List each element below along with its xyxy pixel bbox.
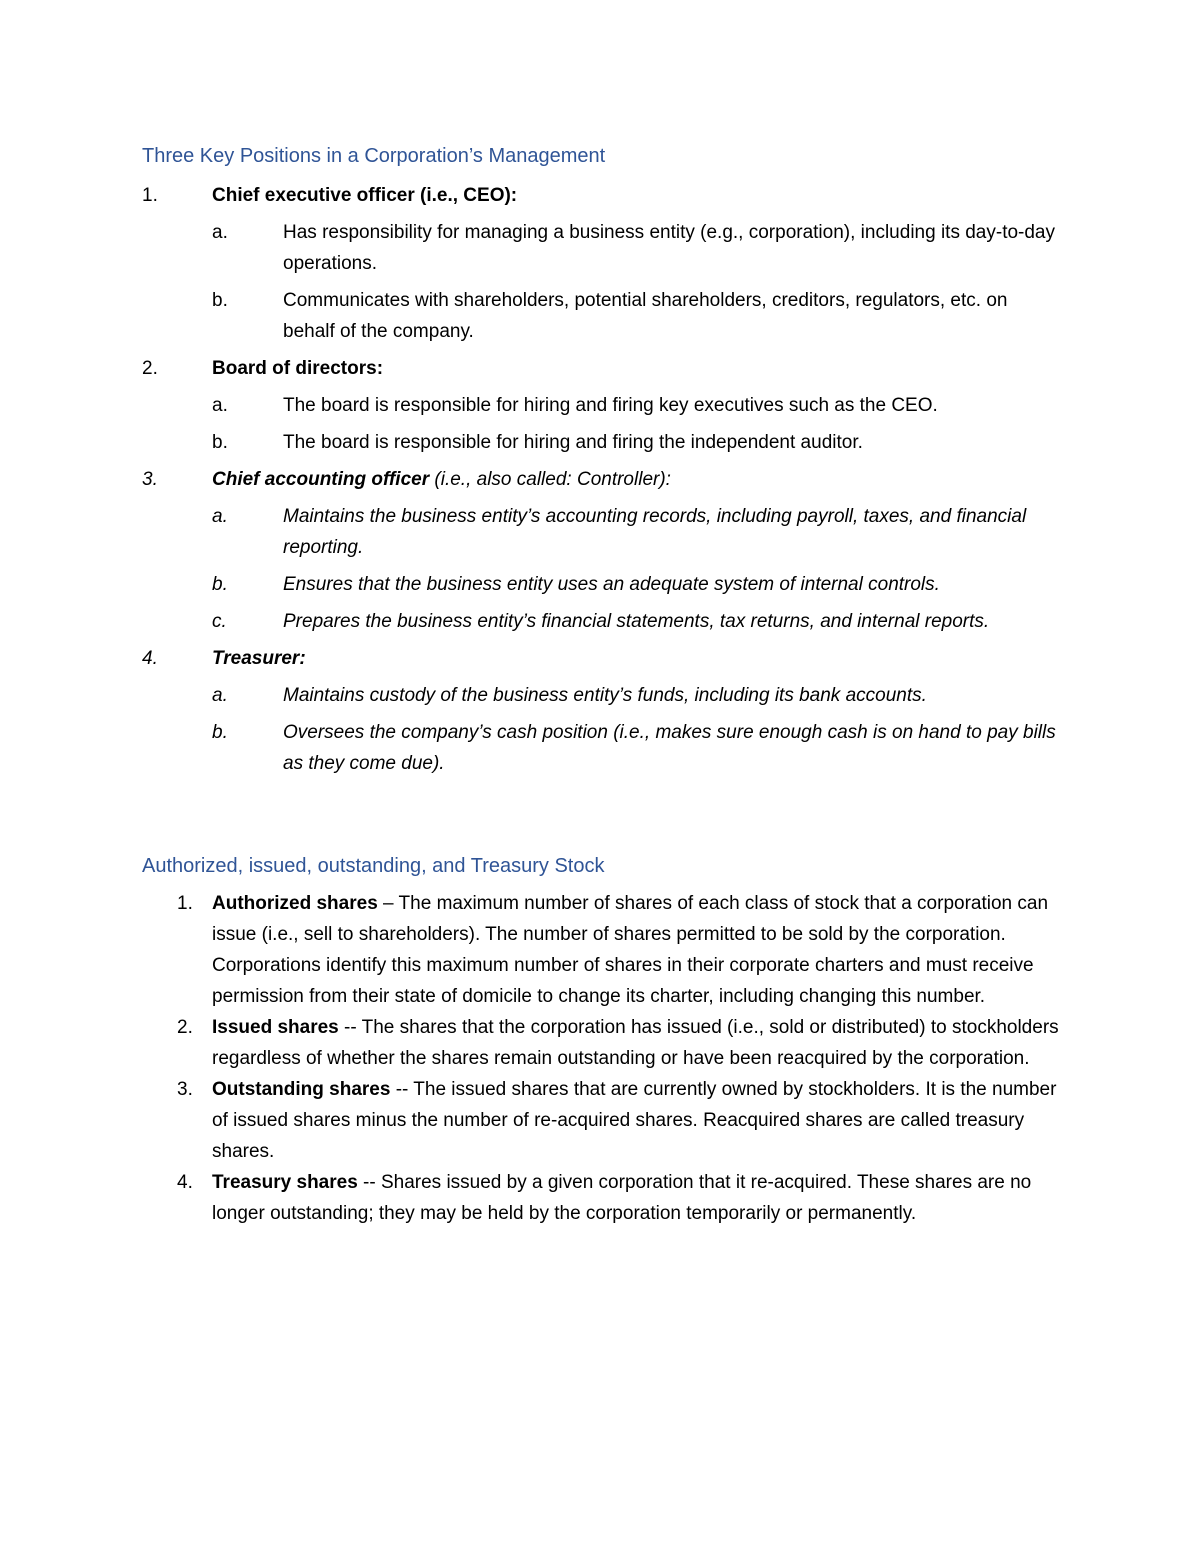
sub-list-item xyxy=(0,606,1063,637)
item-term: Treasury shares xyxy=(212,1172,358,1193)
sub-item-text: Communicates with shareholders, potential shareholders, creditors, regulators, etc. on behalf of the company. xyxy=(283,290,1008,342)
sub-item-letter: b. xyxy=(212,290,228,311)
sub-item-text: Prepares the business entity’s financial statements, tax returns, and internal reports. xyxy=(283,611,990,632)
stock-types-list xyxy=(0,888,1200,1229)
sub-item-text: Maintains the business entity’s accounting records, including payroll, taxes, and financial reporting. xyxy=(283,506,1027,558)
sub-list-item xyxy=(0,717,1063,779)
item-title: Treasurer: xyxy=(212,648,306,669)
sub-item-letter: a. xyxy=(212,685,228,706)
sub-list-item xyxy=(0,569,1063,600)
item-number: 4. xyxy=(142,648,158,669)
item-title: Board of directors: xyxy=(212,358,384,379)
list-item xyxy=(0,464,1200,495)
section-heading-key-positions: Three Key Positions in a Corporation’s Management xyxy=(142,145,606,167)
section-heading-stock-types: Authorized, issued, outstanding, and Treasury Stock xyxy=(142,855,605,877)
sub-item-letter: b. xyxy=(212,432,228,453)
sub-item-text: Ensures that the business entity uses an adequate system of internal controls. xyxy=(283,574,940,595)
item-title: Chief accounting officer xyxy=(212,469,430,490)
list-item xyxy=(0,1167,1072,1229)
sub-item-text: The board is responsible for hiring and firing key executives such as the CEO. xyxy=(283,395,938,416)
sub-item-text: The board is responsible for hiring and firing the independent auditor. xyxy=(283,432,863,453)
sub-list-item xyxy=(0,285,1063,347)
list-item xyxy=(0,353,1200,384)
sub-item-letter: a. xyxy=(212,222,228,243)
item-term: Outstanding shares xyxy=(212,1079,391,1100)
list-item xyxy=(0,888,1072,1012)
item-number: 4. xyxy=(177,1172,193,1193)
item-text: -- The issued shares that are currently owned by stockholders. It is the number of issued shares minus the number of re-acquired shares. Reacquired shares are called treasury shares. xyxy=(212,1079,1057,1162)
item-text: -- The shares that the corporation has issued (i.e., sold or distributed) to stockholders regardless of whether the shares remain outstanding or have been reacquired by the corporation. xyxy=(212,1017,1059,1069)
item-number: 1. xyxy=(142,185,158,206)
sub-list-item xyxy=(0,427,1063,458)
sub-item-letter: c. xyxy=(212,611,227,632)
sub-item-text: Oversees the company’s cash position (i.e., makes sure enough cash is on hand to pay bills as they come due). xyxy=(283,722,1056,774)
sub-item-letter: a. xyxy=(212,506,228,527)
sub-list-item xyxy=(0,390,1063,421)
item-number: 3. xyxy=(142,469,158,490)
item-number: 1. xyxy=(177,893,193,914)
item-term: Authorized shares xyxy=(212,893,378,914)
sub-item-letter: a. xyxy=(212,395,228,416)
sub-list-item xyxy=(0,680,1063,711)
sub-item-text: Maintains custody of the business entity’s funds, including its bank accounts. xyxy=(283,685,927,706)
list-item xyxy=(0,180,1200,211)
item-text: – The maximum number of shares of each class of stock that a corporation can issue (i.e., sell to shareholders). The number of shares permitted to be sold by the corporation. Corporations identify this maximum number of shares in their corporate charters and must receive permission from their state of domicile to change its charter, including changing this number. xyxy=(212,893,1049,1007)
sub-item-text: Has responsibility for managing a business entity (e.g., corporation), including its day-to-day operations. xyxy=(283,222,1055,274)
list-item xyxy=(0,1074,1072,1167)
key-positions-list xyxy=(0,180,1200,785)
item-title-rest: (i.e., also called: Controller): xyxy=(429,469,671,490)
sub-item-letter: b. xyxy=(212,722,228,743)
item-number: 2. xyxy=(177,1017,193,1038)
item-text: -- Shares issued by a given corporation that it re-acquired. These shares are no longer outstanding; they may be held by the corporation temporarily or permanently. xyxy=(212,1172,1032,1224)
item-title: Chief executive officer (i.e., CEO): xyxy=(212,185,518,206)
list-item xyxy=(0,1012,1072,1074)
sub-item-letter: b. xyxy=(212,574,228,595)
item-term: Issued shares xyxy=(212,1017,339,1038)
sub-list-item xyxy=(0,217,1063,279)
list-item xyxy=(0,643,1200,674)
item-number: 2. xyxy=(142,358,158,379)
item-number: 3. xyxy=(177,1079,193,1100)
sub-list-item xyxy=(0,501,1063,563)
